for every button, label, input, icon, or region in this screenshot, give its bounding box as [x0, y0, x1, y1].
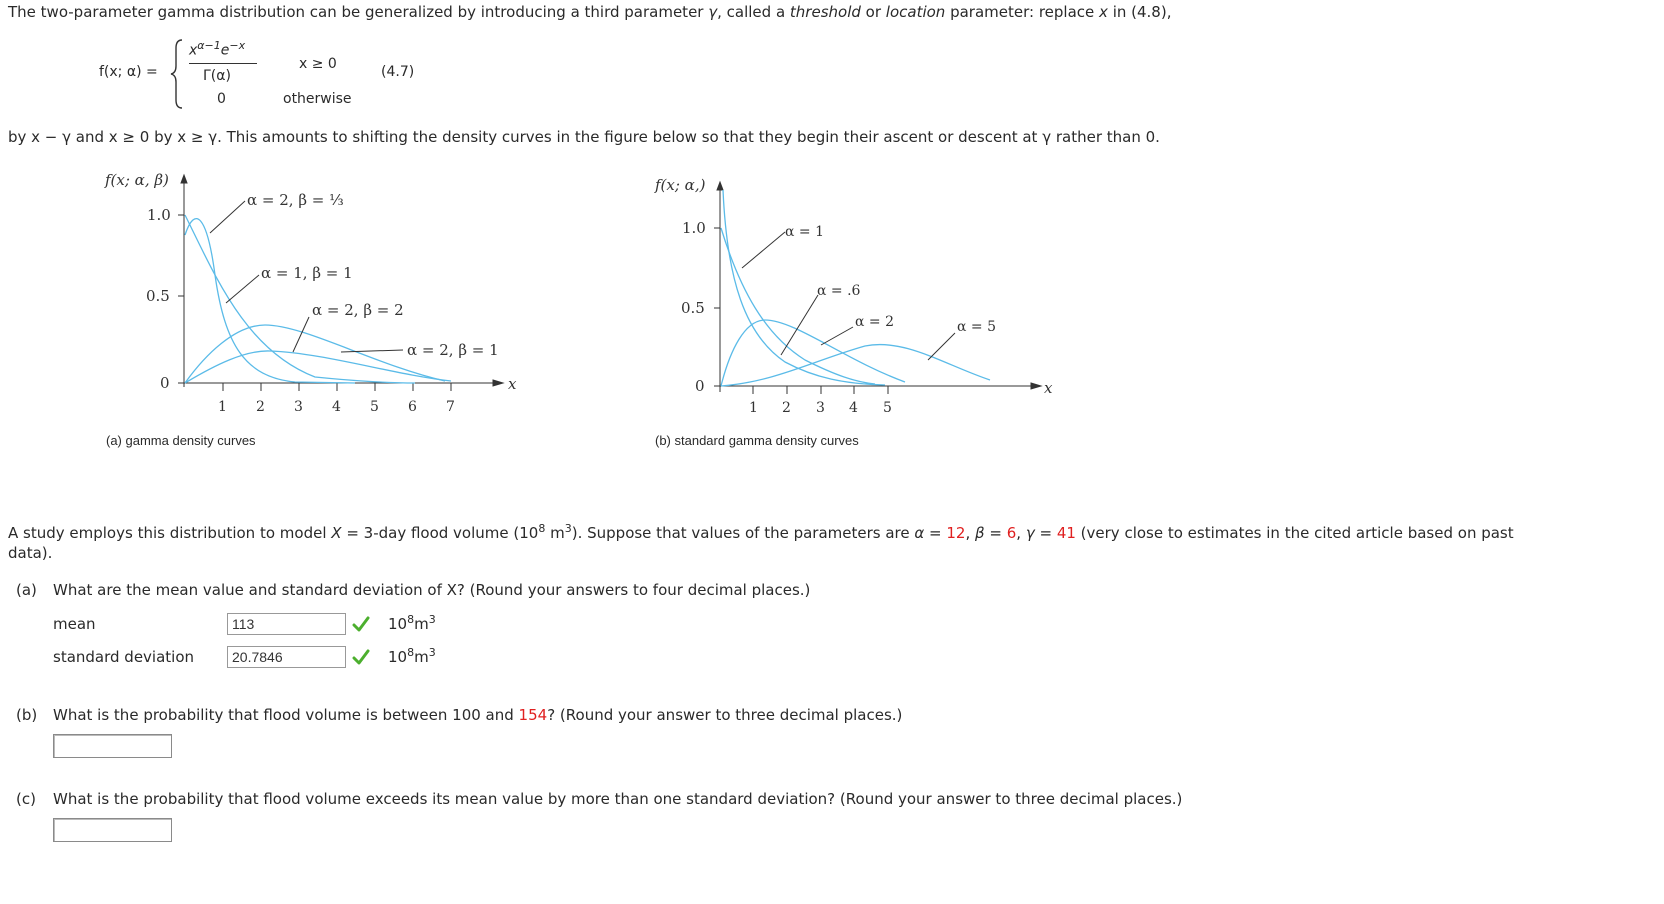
- formula-denominator: Γ(α): [203, 68, 231, 84]
- fig-b-xtick-label-1: 1: [749, 400, 758, 416]
- fig-b-x-arrow: [1031, 383, 1041, 389]
- fig-a-x-arrow: [493, 380, 503, 386]
- fig-b-ytick-label-1: 1.0: [682, 219, 706, 237]
- mean-correct-check-icon: [352, 615, 370, 633]
- label-std-a5: α = 5: [957, 319, 996, 335]
- shift-text: by x − γ and x ≥ 0 by x ≥ γ. This amounts to shifting the density curves in the figure below so that they begin their ascent or descent at γ rather than 0.: [8, 128, 1160, 146]
- part-a-label: (a): [16, 581, 37, 599]
- intro-location: location: [885, 3, 946, 21]
- part-b-label: (b): [16, 706, 38, 724]
- fig-a-ytick-label-0: 0: [160, 374, 170, 392]
- label-std-a06: α = .6: [817, 283, 861, 299]
- label-a2b1: α = 2, β = 1: [407, 341, 499, 359]
- study-exp8: 8: [538, 522, 546, 535]
- fig-b-xtick-label-3: 3: [816, 400, 825, 416]
- fig-a-xtick-label-7: 7: [446, 399, 455, 415]
- intro-mid2: parameter: replace: [945, 3, 1100, 21]
- intro-gamma: γ: [708, 3, 718, 21]
- fig-a-xtick-label-6: 6: [408, 399, 417, 415]
- label-a2b2: α = 2, β = 2: [312, 301, 404, 319]
- study-X: X: [331, 524, 342, 542]
- fig-a-caption: (a) gamma density curves: [106, 433, 256, 448]
- part-a-question: What are the mean value and standard deviation of X? (Round your answers to four decimal places.): [53, 581, 811, 599]
- study-gamma: γ: [1025, 524, 1035, 542]
- fig-b-ylabel: f(x; α,): [655, 176, 706, 194]
- formula-cond2: otherwise: [283, 91, 352, 107]
- mean-unit-base: 10: [388, 615, 408, 633]
- formula-cond1: x ≥ 0: [299, 56, 337, 72]
- study-eq-1: =: [924, 524, 947, 542]
- study-beta: β: [975, 524, 985, 542]
- mean-unit-exp: 8: [407, 613, 415, 626]
- study-gamma-val: 41: [1056, 524, 1076, 542]
- study-beta-val: 6: [1006, 524, 1017, 542]
- fig-a-ylabel: f(x; α, β): [105, 171, 169, 189]
- mean-unit: [388, 613, 436, 633]
- fig-b-xtick-label-5: 5: [883, 400, 892, 416]
- leader-std-a5: [928, 333, 955, 360]
- formula-num-sup: α−1: [197, 39, 221, 52]
- figure-b: [645, 170, 1065, 420]
- fig-a-xtick-label-2: 2: [256, 399, 265, 415]
- sd-input[interactable]: [227, 646, 346, 668]
- study-tail: (very close to estimates in the cited article based on past: [1075, 524, 1514, 542]
- mean-unit-m: m: [414, 615, 429, 633]
- study-alpha: α: [914, 524, 925, 542]
- sd-correct-check-icon: [352, 648, 370, 666]
- part-b-q-lead: What is the probability that flood volume is between 100 and: [53, 706, 519, 724]
- mean-label: mean: [53, 615, 96, 633]
- study-mid2: ). Suppose that values of the parameters are: [571, 524, 915, 542]
- part-c-question: What is the probability that flood volume exceeds its mean value by more than one standard deviation? (Round your answer to three decimal places.): [53, 790, 1183, 808]
- sd-unit: [388, 646, 436, 666]
- intro-tail: in (4.8),: [1107, 3, 1172, 21]
- fig-b-y-arrow: [717, 182, 723, 190]
- intro-x: x: [1099, 3, 1108, 21]
- formula-numerator: [189, 39, 245, 59]
- study-line2: data).: [8, 544, 53, 562]
- study-eq-2: =: [984, 524, 1007, 542]
- fig-a-y-arrow: [181, 175, 187, 183]
- intro-threshold: threshold: [789, 3, 861, 21]
- sd-unit-m-exp: 3: [428, 646, 436, 659]
- fig-a-xtick-label-1: 1: [218, 399, 227, 415]
- fig-b-ytick-label-05: 0.5: [681, 299, 705, 317]
- label-std-a1: α = 1: [785, 224, 824, 240]
- figure-a: [95, 165, 535, 420]
- fig-a-xtick-label-4: 4: [332, 399, 341, 415]
- study-m: m: [545, 524, 565, 542]
- formula-num-e: e: [220, 42, 230, 59]
- leader-std-a1: [742, 232, 785, 268]
- formula-lhs: f(x; α) =: [99, 64, 158, 80]
- leader-std-a2: [821, 327, 853, 345]
- fig-a-ytick-label-1: 1.0: [147, 206, 171, 224]
- fig-b-caption: (b) standard gamma density curves: [655, 433, 859, 448]
- formula-fraction-bar: [189, 63, 257, 64]
- leader-a1b1: [226, 275, 259, 303]
- curve-std-a06: [723, 190, 885, 385]
- intro-or: or: [860, 3, 886, 21]
- curve-std-a1: [721, 228, 875, 384]
- part-b-q-red: 154: [518, 706, 548, 724]
- study-lead: A study employs this distribution to model: [8, 524, 332, 542]
- formula-num-e-sup: −x: [229, 39, 246, 52]
- part-b-answer-input[interactable]: [53, 734, 172, 758]
- mean-input[interactable]: [227, 613, 346, 635]
- study-text: A study employs this distribution to model X = 3-day flood volume ($10^8$ $m^3$). Suppose that values of the parameters are α = 12, β = 6, γ = 41 (very close to estimates in the cited article based on past: [8, 522, 1514, 542]
- fig-a-ytick-label-05: 0.5: [146, 287, 170, 305]
- sd-unit-base: 10: [388, 648, 408, 666]
- fig-a-xlabel: x: [508, 375, 517, 393]
- study-alpha-val: 12: [946, 524, 966, 542]
- formula-eq-number: (4.7): [381, 64, 415, 80]
- fig-a-xtick-label-3: 3: [294, 399, 303, 415]
- fig-b-xtick-label-2: 2: [782, 400, 791, 416]
- formula-brace: [170, 38, 184, 110]
- sd-unit-m: m: [414, 648, 429, 666]
- part-c-label: (c): [16, 790, 36, 808]
- sd-label: standard deviation: [53, 648, 195, 666]
- fig-b-xtick-label-4: 4: [849, 400, 858, 416]
- sd-unit-exp: 8: [407, 646, 415, 659]
- leader-a2b2: [293, 317, 309, 352]
- part-b-q-tail: ? (Round your answer to three decimal places.): [547, 706, 903, 724]
- intro-lead: The two-parameter gamma distribution can be generalized by introducing a third parameter: [8, 3, 709, 21]
- study-eq-3: =: [1034, 524, 1057, 542]
- fig-b-xlabel: x: [1044, 379, 1053, 397]
- intro-mid1: , called a: [717, 3, 790, 21]
- study-exp3: 3: [564, 522, 572, 535]
- leader-a2b1: [341, 350, 403, 352]
- intro-text: [8, 3, 1171, 21]
- mean-unit-m-exp: 3: [428, 613, 436, 626]
- leader-a2b13: [210, 201, 245, 233]
- study-mid: = 3-day flood volume (10: [341, 524, 539, 542]
- fig-b-ytick-label-0: 0: [695, 377, 705, 395]
- formula-num-x: x: [189, 42, 198, 59]
- fig-a-xtick-label-5: 5: [370, 399, 379, 415]
- part-b-question: [53, 706, 902, 724]
- label-std-a2: α = 2: [855, 314, 894, 330]
- formula-zero: 0: [217, 91, 226, 107]
- label-a2b13: α = 2, β = ⅓: [247, 191, 344, 209]
- label-a1b1: α = 1, β = 1: [261, 264, 353, 282]
- part-c-answer-input[interactable]: [53, 818, 172, 842]
